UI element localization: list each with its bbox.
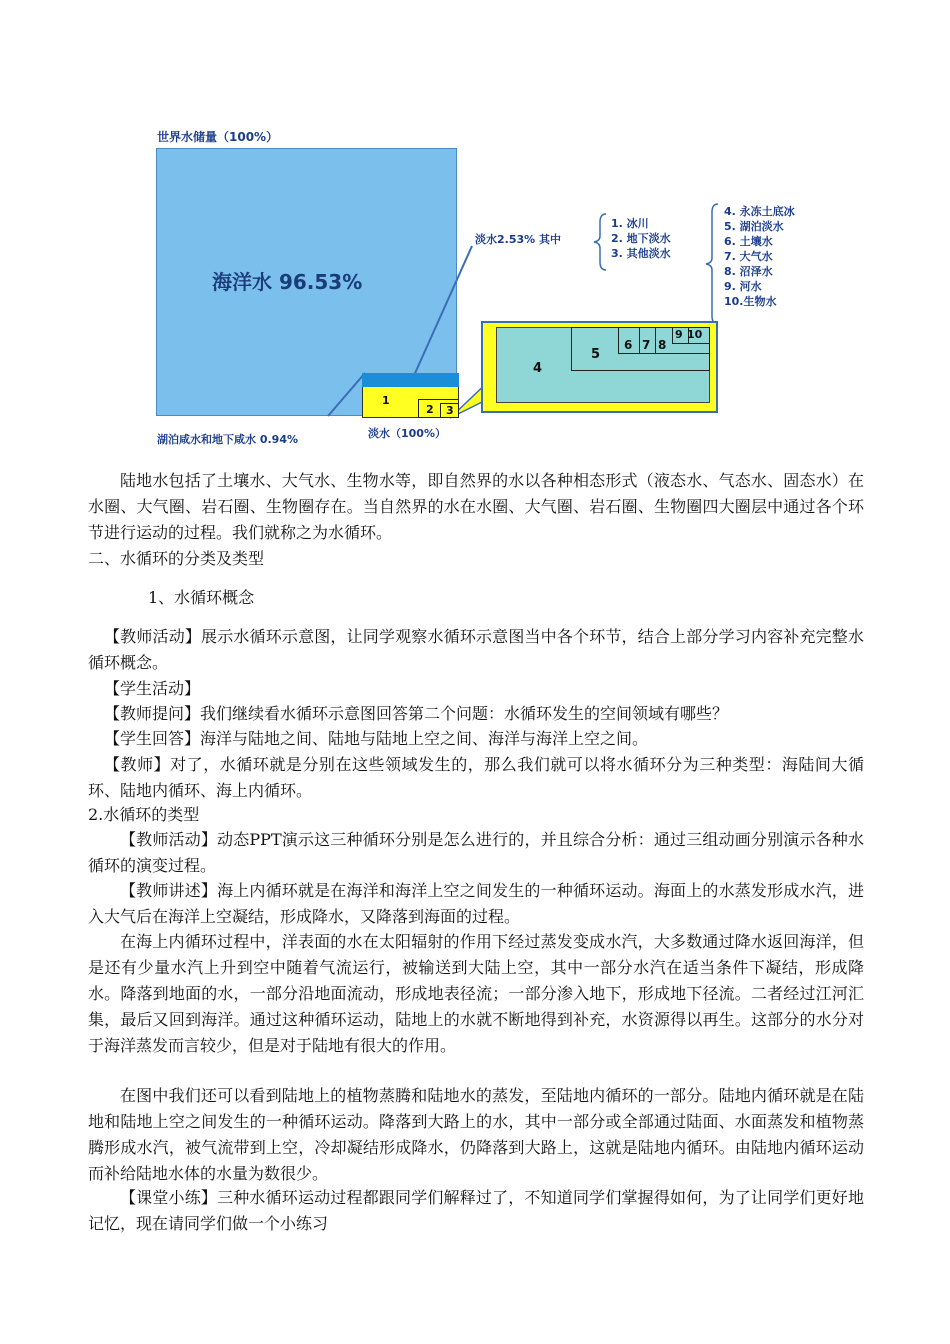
paragraph-land-water: 陆地水包括了土壤水、大气水、生物水等，即自然界的水以各种相态形式（液态水、气态水、固态水）在水圈、大气圈、岩石圈、生物圈存在。当自然界的水在水圈、大气圈、岩石圈、生物圈四大圈层中通过各个环节进行运动的过程。我们就称之为水循环。 [88,471,864,542]
fresh-cell-label-1: 1 [382,394,390,407]
freshwater-list-1 [611,216,671,261]
list-item: 1. 冰川 [611,217,649,230]
fresh-cell-label-2: 2 [426,403,434,416]
paragraph-land-cycle: 在图中我们还可以看到陆地上的植物蒸腾和陆地水的蒸发，至陆地内循环的一部分。陆地内循环就是在陆地和陆地上空之间发生的一种循环运动。降落到大路上的水，其中一部分或全部通过陆面、水面蒸发和植物蒸腾形成水汽，被气流带到上空，冷却凝结形成降水，仍降落到大路上，这就是陆地内循环。由陆地内循环运动而补给陆地水体的水量为数很少。 [88,1086,864,1183]
subsection-heading-1: 1、水循环概念 [148,588,255,607]
salt-water-label: 湖泊咸水和地下咸水 0.94% [157,433,298,446]
zoom-label-4: 4 [533,361,543,376]
paragraph-class-exercise: 【课堂小练】三种水循环运动过程都跟同学们解释过了，不知道同学们掌握得如何，为了让同学们更好地记忆，现在请同学们做一个小练习 [88,1188,864,1233]
zoom-label-9: 9 [675,328,683,341]
salt-water-strip [362,373,459,387]
paragraph-teacher-activity: 【教师活动】展示水循环示意图，让同学观察水循环示意图当中各个环节，结合上部分学习内容补充完整水循环概念。 [88,627,864,672]
world-water-label: 世界水储量（100%） [157,130,279,144]
ocean-water-label: 海洋水 96.53% [212,270,363,294]
list-item: 9. 河水 [724,280,762,293]
paragraph-teacher-reply: 【教师】对了，水循环就是分别在这些领域发生的，那么我们就可以将水循环分为三种类型：海陆间大循环、陆地内循环、海上内循环。 [88,755,864,800]
zoom-label-6: 6 [624,338,633,352]
paragraph-teacher-question: 【教师提问】我们继续看水循环示意图回答第二个问题：水循环发生的空间领域有哪些？ [104,704,729,723]
list-item: 6. 土壤水 [724,235,773,248]
list-item: 2. 地下淡水 [611,232,671,245]
list-item: 8. 沼泽水 [724,265,773,278]
list-item: 10.生物水 [724,295,777,308]
water-storage-figure [150,118,850,448]
zoom-label-10: 10 [687,328,703,341]
fresh-cell-label-3: 3 [446,404,454,417]
paragraph-teacher-narration: 【教师讲述】海上内循环就是在海洋和海洋上空之间发生的一种循环运动。海面上的水蒸发形成水汽，进入大气后在海洋上空凝结，形成降水，又降落到海面的过程。 [88,881,864,926]
paragraph-teacher-ppt: 【教师活动】动态PPT演示这三种循环分别是怎么进行的，并且综合分析：通过三组动画分别演示各种水循环的演变过程。 [88,830,864,875]
freshwater-100-label: 淡水（100%） [368,427,446,440]
freshwater-2-53-label: 淡水2.53% 其中 [475,233,561,246]
paragraph-student-answer: 【学生回答】海洋与陆地之间、陆地与陆地上空之间、海洋与海洋上空之间。 [104,729,649,748]
paragraph-student-activity: 【学生活动】 [104,679,201,698]
freshwater-list-2 [724,204,795,309]
subsection-heading-2: 2.水循环的类型 [88,805,200,824]
list-item: 4. 永冻土底冰 [724,205,795,218]
paragraph-ocean-cycle: 在海上内循环过程中，洋表面的水在太阳辐射的作用下经过蒸发变成水汽，大多数通过降水返回海洋，但是还有少量水汽上升到空中随着气流运行，被输送到大陆上空，其中一部分水汽在适当条件下凝结，形成降水。降落到地面的水，一部分沿地面流动，形成地表径流；一部分渗入地下，形成地下径流。二者经过江河汇集，最后又回到海洋。通过这种循环运动，陆地上的水就不断地得到补充，水资源得以再生。这部分的水分对于海洋蒸发而言较少，但是对于陆地有很大的作用。 [88,932,864,1055]
zoom-label-8: 8 [658,338,667,352]
list-item: 7. 大气水 [724,250,773,263]
zoom-label-7: 7 [642,338,651,352]
list-item: 5. 湖泊淡水 [724,220,784,233]
list-item: 3. 其他淡水 [611,247,671,260]
zoom-label-5: 5 [591,347,601,362]
section-heading-2: 二、水循环的分类及类型 [88,549,265,568]
